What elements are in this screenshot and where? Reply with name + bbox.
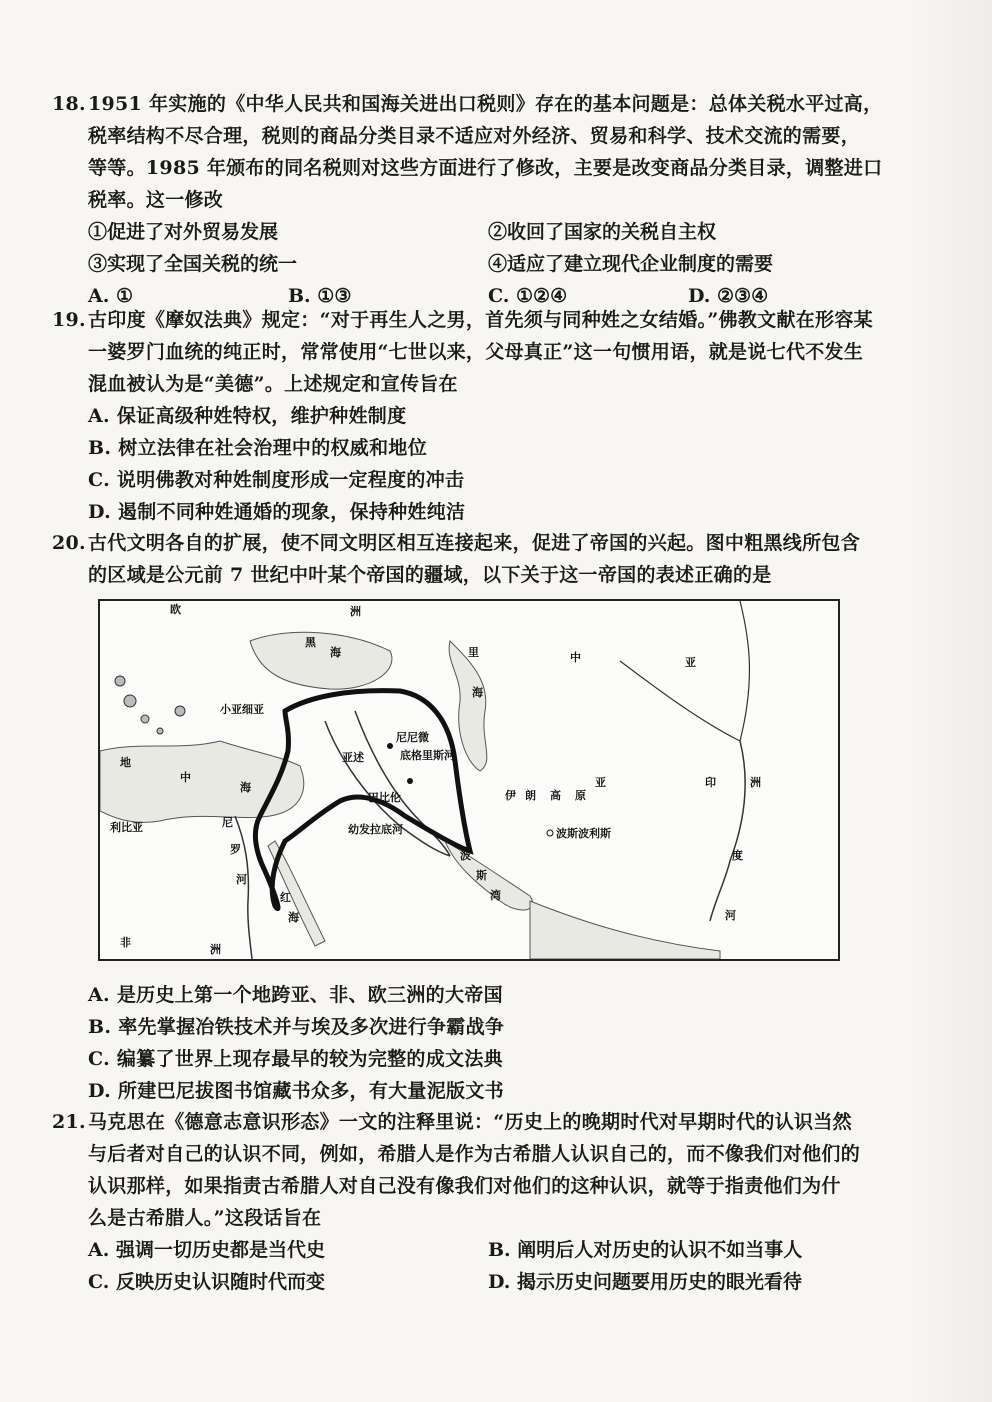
label-persian-gulf-1: 波 (460, 849, 471, 862)
q19-number: 19. (52, 309, 86, 331)
q18-statement-1: ①促进了对外贸易发展 (88, 221, 279, 243)
q20-line-2: 的区域是公元前 7 世纪中叶某个帝国的疆域，以下关于这一帝国的表述正确的是 (88, 564, 772, 586)
label-libya: 利比亚 (110, 821, 143, 834)
q21-line-3: 认识那样，如果指责古希腊人对自己没有像我们对他们的这种认识，就等于指责他们为什 (88, 1175, 841, 1197)
mediterranean-sea (100, 741, 304, 822)
q18-statement-3: ③实现了全国关税的统一 (88, 253, 298, 275)
empire-map (98, 599, 840, 961)
q18-line-4: 税率。这一修改 (88, 189, 224, 211)
label-nile-2: 罗 (230, 843, 241, 856)
label-caspian-2: 海 (472, 686, 483, 699)
label-mediterranean-2: 中 (180, 771, 191, 784)
label-europe-1: 欧 (170, 603, 181, 616)
q20-option-b: B. 率先掌握冶铁技术并与埃及多次进行争霸战争 (88, 1016, 505, 1038)
label-euphrates: 幼发拉底河 (348, 823, 403, 836)
q21-options (52, 1234, 902, 1298)
label-india-zhou: 洲 (750, 776, 761, 789)
central-river (620, 661, 740, 741)
q19-option-d: D. 遏制不同种姓通婚的现象，保持种姓纯洁 (88, 501, 466, 523)
q18-statement-4: ④适应了建立现代企业制度的需要 (488, 253, 774, 275)
q19-option-b: B. 树立法律在社会治理中的权威和地位 (88, 437, 427, 459)
q20-option-d: D. 所建巴尼拔图书馆藏书众多，有大量泥版文书 (88, 1080, 504, 1102)
scan-shadow (912, 0, 992, 1402)
q18-statement-2: ②收回了国家的关税自主权 (488, 221, 717, 243)
label-persepolis: 波斯波利斯 (556, 827, 611, 840)
label-india-2: 度 (732, 849, 743, 862)
q21-option-d: D. 揭示历史问题要用历史的眼光看待 (488, 1271, 803, 1293)
black-sea (250, 632, 392, 689)
q20-option-c: C. 编纂了世界上现存最早的较为完整的成文法典 (88, 1048, 503, 1070)
label-nineveh: 尼尼微 (396, 731, 429, 744)
q21-number: 21. (52, 1111, 86, 1133)
label-tigris: 底格里斯河 (400, 749, 455, 762)
q18-option-d: D. ②③④ (688, 285, 769, 307)
label-mediterranean-1: 地 (120, 756, 131, 769)
q18-line-2: 税率结构不尽合理，税则的商品分类目录不适应对外经济、贸易和科学、技术交流的需要， (88, 125, 861, 147)
label-europe-2: 洲 (350, 605, 361, 618)
persian-gulf (445, 841, 533, 910)
label-central-asia-2: 亚 (685, 656, 696, 669)
q19-line-3: 混血被认为是“美德”。上述规定和宣传旨在 (88, 373, 458, 395)
nineveh-marker (387, 743, 393, 749)
label-africa-1: 非 (120, 936, 131, 949)
q18-line-1: 18. 1951 年实施的《中华人民共和国海关进出口税则》存在的基本问题是：总体关税水平过高， (52, 88, 902, 120)
q21-line-1: 21. 马克思在《德意志意识形态》一文的注释里说：“历史上的晚期时代对早期时代的认识当然 (52, 1106, 902, 1138)
label-babylon: 巴比伦 (368, 791, 401, 804)
label-central-asia-1: 中 (570, 651, 581, 664)
arabian-sea (530, 901, 720, 959)
label-persian-gulf-2: 斯 (476, 869, 487, 882)
label-caspian-1: 里 (468, 646, 479, 659)
q18-option-a: A. ① (88, 285, 134, 307)
q20-number: 20. (52, 532, 86, 554)
q21-option-c: C. 反映历史认识随时代而变 (88, 1271, 326, 1293)
label-iran-3: 高 (550, 789, 561, 802)
label-red-sea-1: 红 (280, 891, 291, 904)
indus-river (710, 741, 745, 921)
label-black-sea-2: 海 (330, 646, 341, 659)
label-iran-1: 伊 (505, 789, 516, 802)
q21-line-4: 么是古希腊人。”这段话旨在 (88, 1207, 322, 1229)
babylon-marker (407, 778, 413, 784)
map-svg (100, 601, 838, 959)
label-india-1: 印 (705, 776, 716, 789)
label-iran-4: 原 (575, 789, 586, 802)
q19-line-2: 一婆罗门血统的纯正时，常常使用“七世以来，父母真正”这一句惯用语，就是说七代不发生 (88, 341, 864, 363)
persepolis-marker (547, 830, 553, 836)
q21-option-b: B. 阐明后人对历史的认识不如当事人 (488, 1239, 803, 1261)
north-river (740, 601, 749, 741)
q18-option-c: C. ①②④ (488, 285, 568, 307)
question-21 (52, 1106, 902, 1298)
label-india-3: 河 (725, 909, 736, 922)
label-nile-1: 尼 (222, 816, 233, 829)
q19-line-1: 19. 古印度《摩奴法典》规定：“对于再生人之男，首先须与同种姓之女结婚。”佛教文献在形容某 (52, 304, 902, 336)
label-nile-3: 河 (236, 873, 247, 886)
q18-option-b: B. ①③ (288, 285, 352, 307)
q20-line-1: 20. 古代文明各自的扩展，使不同文明区相互连接起来，促进了帝国的兴起。图中粗黑线所包含 (52, 527, 902, 559)
label-persian-gulf-3: 湾 (490, 889, 501, 902)
q19-option-c: C. 说明佛教对种姓制度形成一定程度的冲击 (88, 469, 465, 491)
label-iran-2: 朗 (525, 789, 536, 802)
q19-option-a: A. 保证高级种姓特权，维护种姓制度 (88, 405, 407, 427)
label-africa-2: 洲 (210, 943, 221, 956)
q18-number: 18. (52, 93, 86, 115)
question-20-options (52, 979, 902, 1107)
nile-river (235, 816, 252, 959)
label-iran-ya: 亚 (595, 776, 606, 789)
q18-statements (52, 216, 902, 280)
label-black-sea: 黑 (305, 636, 316, 649)
question-18 (52, 88, 902, 312)
label-asia-minor: 小亚细亚 (220, 703, 264, 716)
question-20 (52, 527, 902, 591)
q21-option-a: A. 强调一切历史都是当代史 (88, 1239, 325, 1261)
label-ashur: 亚述 (342, 751, 364, 764)
question-19 (52, 304, 902, 528)
label-mediterranean-3: 海 (240, 781, 251, 794)
q20-option-a: A. 是历史上第一个地跨亚、非、欧三洲的大帝国 (88, 984, 503, 1006)
q21-line-2: 与后者对自己的认识不同，例如，希腊人是作为古希腊人认识自己的，而不像我们对他们的 (88, 1143, 861, 1165)
label-red-sea-2: 海 (288, 911, 299, 924)
q18-line-3: 等等。1985 年颁布的同名税则对这些方面进行了修改，主要是改变商品分类目录，调整进口 (88, 157, 883, 179)
